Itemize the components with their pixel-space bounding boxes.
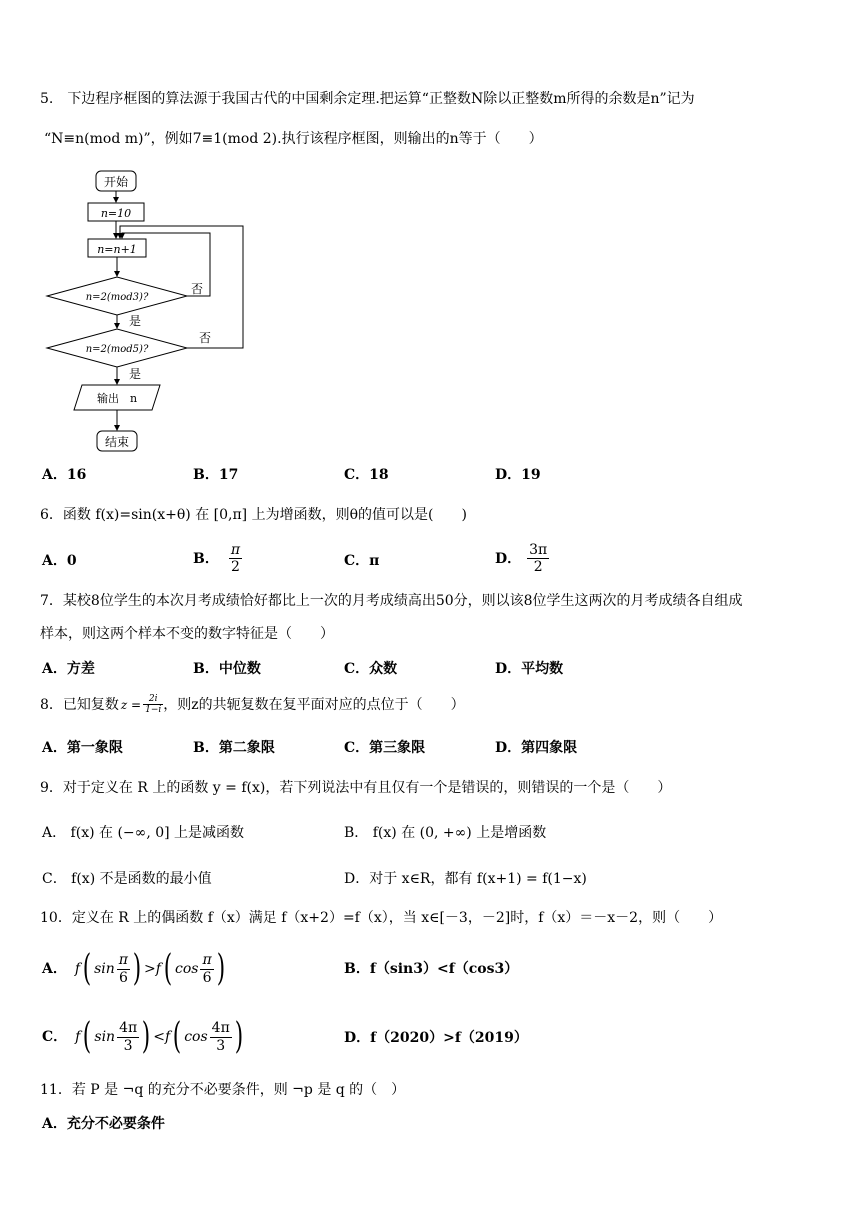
q10-option-a — [42, 947, 228, 991]
q5-option-a: A．16 — [42, 467, 87, 483]
q6-d-den: 2 — [527, 558, 549, 575]
q10-a-lparen2: ( — [163, 948, 173, 989]
flow-incr-text: n=n+1 — [97, 243, 137, 256]
q10-c-frac2 — [210, 1020, 232, 1053]
q10-c-num1: 4π — [119, 1020, 138, 1037]
q10-a-mid: >f — [144, 961, 161, 977]
q10-c-den2: 3 — [216, 1037, 226, 1054]
q10-c-sin: sin — [94, 1029, 116, 1045]
q10-a-label: A． — [42, 961, 67, 977]
q10-a-frac2 — [200, 952, 213, 985]
q10-c-f1: f — [75, 1029, 81, 1045]
flow-yes1-label: 是 — [129, 314, 142, 328]
q8-pre: 8．已知复数 — [40, 696, 119, 713]
q8-frac — [143, 694, 163, 716]
q8-option-d: D．第四象限 — [495, 740, 578, 756]
q7-line2: 样本，则这两个样本不变的数字特征是（ ） — [40, 626, 334, 642]
q5-option-c: C．18 — [344, 467, 389, 483]
q7-option-d: D．平均数 — [495, 661, 564, 677]
flow-cond2-text: n=2(mod5)? — [85, 344, 149, 355]
q6-option-d-frac — [527, 542, 549, 575]
q5-line1: 5. 下边程序框图的算法源于我国古代的中国剩余定理.把运算“正整数N除以正整数m所得的余数是n”记为 — [40, 91, 695, 107]
q10-c-rparen1: ) — [141, 1016, 151, 1057]
q10-c-num2: 4π — [211, 1020, 230, 1037]
q6-option-a: A．0 — [42, 553, 77, 569]
q10-a-sin: sin — [94, 961, 115, 977]
q10-a-den1: 6 — [118, 969, 128, 986]
q6-d-num: 3π — [529, 542, 548, 558]
flow-no1-label: 否 — [191, 282, 204, 296]
q8-option-b: B．第二象限 — [193, 740, 275, 756]
q6-option-c: C．π — [344, 553, 380, 569]
q10-c-mid: <f — [153, 1029, 171, 1045]
q10-c-rparen2: ) — [234, 1016, 244, 1057]
q8-num: 2i — [143, 694, 163, 705]
q7-option-a: A．方差 — [42, 661, 95, 677]
q7-option-c: C．众数 — [344, 661, 398, 677]
q10-a-frac1 — [117, 952, 130, 985]
q9-option-c: C． f(x) 不是函数的最小值 — [42, 871, 212, 887]
q9-option-a: A． f(x) 在 (−∞, 0] 上是减函数 — [42, 825, 245, 841]
q5-option-d: D．19 — [495, 467, 541, 483]
flow-yes2-label: 是 — [129, 367, 142, 381]
q8-post: ，则z的共轭复数在复平面对应的点位于（ ） — [163, 696, 465, 713]
q10-a-num2: π — [202, 952, 212, 969]
q10-a-num1: π — [118, 952, 128, 969]
q6-option-d — [495, 542, 549, 575]
flow-output-text: 输出 n — [96, 392, 138, 405]
q6-b-num: π — [230, 542, 241, 558]
q7-option-b: B．中位数 — [193, 661, 261, 677]
q10-a-lparen1: ( — [82, 948, 92, 989]
q10-a-den2: 6 — [202, 969, 212, 986]
q6-option-d-label: D． — [495, 550, 522, 567]
q10-c-label: C． — [42, 1029, 68, 1045]
q10-c-cos: cos — [184, 1029, 208, 1045]
q11-stem: 11．若 P 是 ¬q 的充分不必要条件，则 ¬p 是 q 的（ ） — [40, 1082, 406, 1098]
q6-b-den: 2 — [229, 558, 242, 575]
q9-option-d: D．对于 x∈R，都有 f(x+1) = f(1−x) — [344, 871, 587, 887]
q5-line2: “N≡n(mod m)”，例如7≡1(mod 2).执行该程序框图，则输出的n等于（ ） — [44, 131, 543, 147]
q10-option-d: D．f（2020）>f（2019） — [344, 1030, 528, 1046]
q8-option-a: A．第一象限 — [42, 740, 123, 756]
q6-option-b — [193, 542, 242, 575]
q9-option-b: B． f(x) 在 (0, +∞) 上是增函数 — [344, 825, 547, 841]
flowchart — [40, 166, 260, 456]
q10-c-lparen2: ( — [172, 1016, 182, 1057]
q11-option-a: A．充分不必要条件 — [42, 1116, 165, 1132]
q6-option-b-frac — [229, 542, 242, 575]
flow-no2-label: 否 — [199, 331, 212, 345]
q10-a-rparen2: ) — [216, 948, 225, 989]
q6-option-b-label: B． — [193, 550, 219, 567]
flow-init-text: n=10 — [100, 207, 132, 220]
flow-start-text: 开始 — [103, 175, 129, 189]
q10-a-rparen1: ) — [132, 948, 142, 989]
q10-option-c — [42, 1015, 246, 1059]
flow-end-text: 结束 — [104, 435, 130, 449]
q7-line1: 7．某校8位学生的本次月考成绩恰好都比上一次的月考成绩高出50分，则以该8位学生这两次的月考成绩各自组成 — [40, 593, 743, 609]
q8-option-c: C．第三象限 — [344, 740, 426, 756]
q10-option-b: B．f（sin3）<f（cos3） — [344, 961, 519, 977]
q10-stem: 10．定义在 R 上的偶函数 f（x）满足 f（x+2）=f（x），当 x∈[－3，－2]时，f（x）＝－x－2，则（ ） — [40, 910, 723, 926]
q6-stem: 6．函数 f(x)=sin(x+θ) 在 [0,π] 上为增函数，则θ的值可以是( ) — [40, 507, 467, 523]
q10-c-den1: 3 — [123, 1037, 133, 1054]
flow-cond1-text: n=2(mod3)? — [85, 292, 149, 303]
q5-option-b: B．17 — [193, 467, 239, 483]
q10-a-cos: cos — [175, 961, 199, 977]
q8-stem — [40, 694, 465, 716]
q10-c-lparen1: ( — [83, 1016, 92, 1057]
q9-stem: 9．对于定义在 R 上的函数 y = f(x)，若下列说法中有且仅有一个是错误的，则错误的一个是（ ） — [40, 780, 672, 796]
q8-den: 1−i — [145, 705, 162, 716]
q10-a-f1: f — [74, 961, 81, 977]
q8-z: z = — [120, 697, 142, 712]
q10-c-frac1 — [117, 1020, 139, 1053]
